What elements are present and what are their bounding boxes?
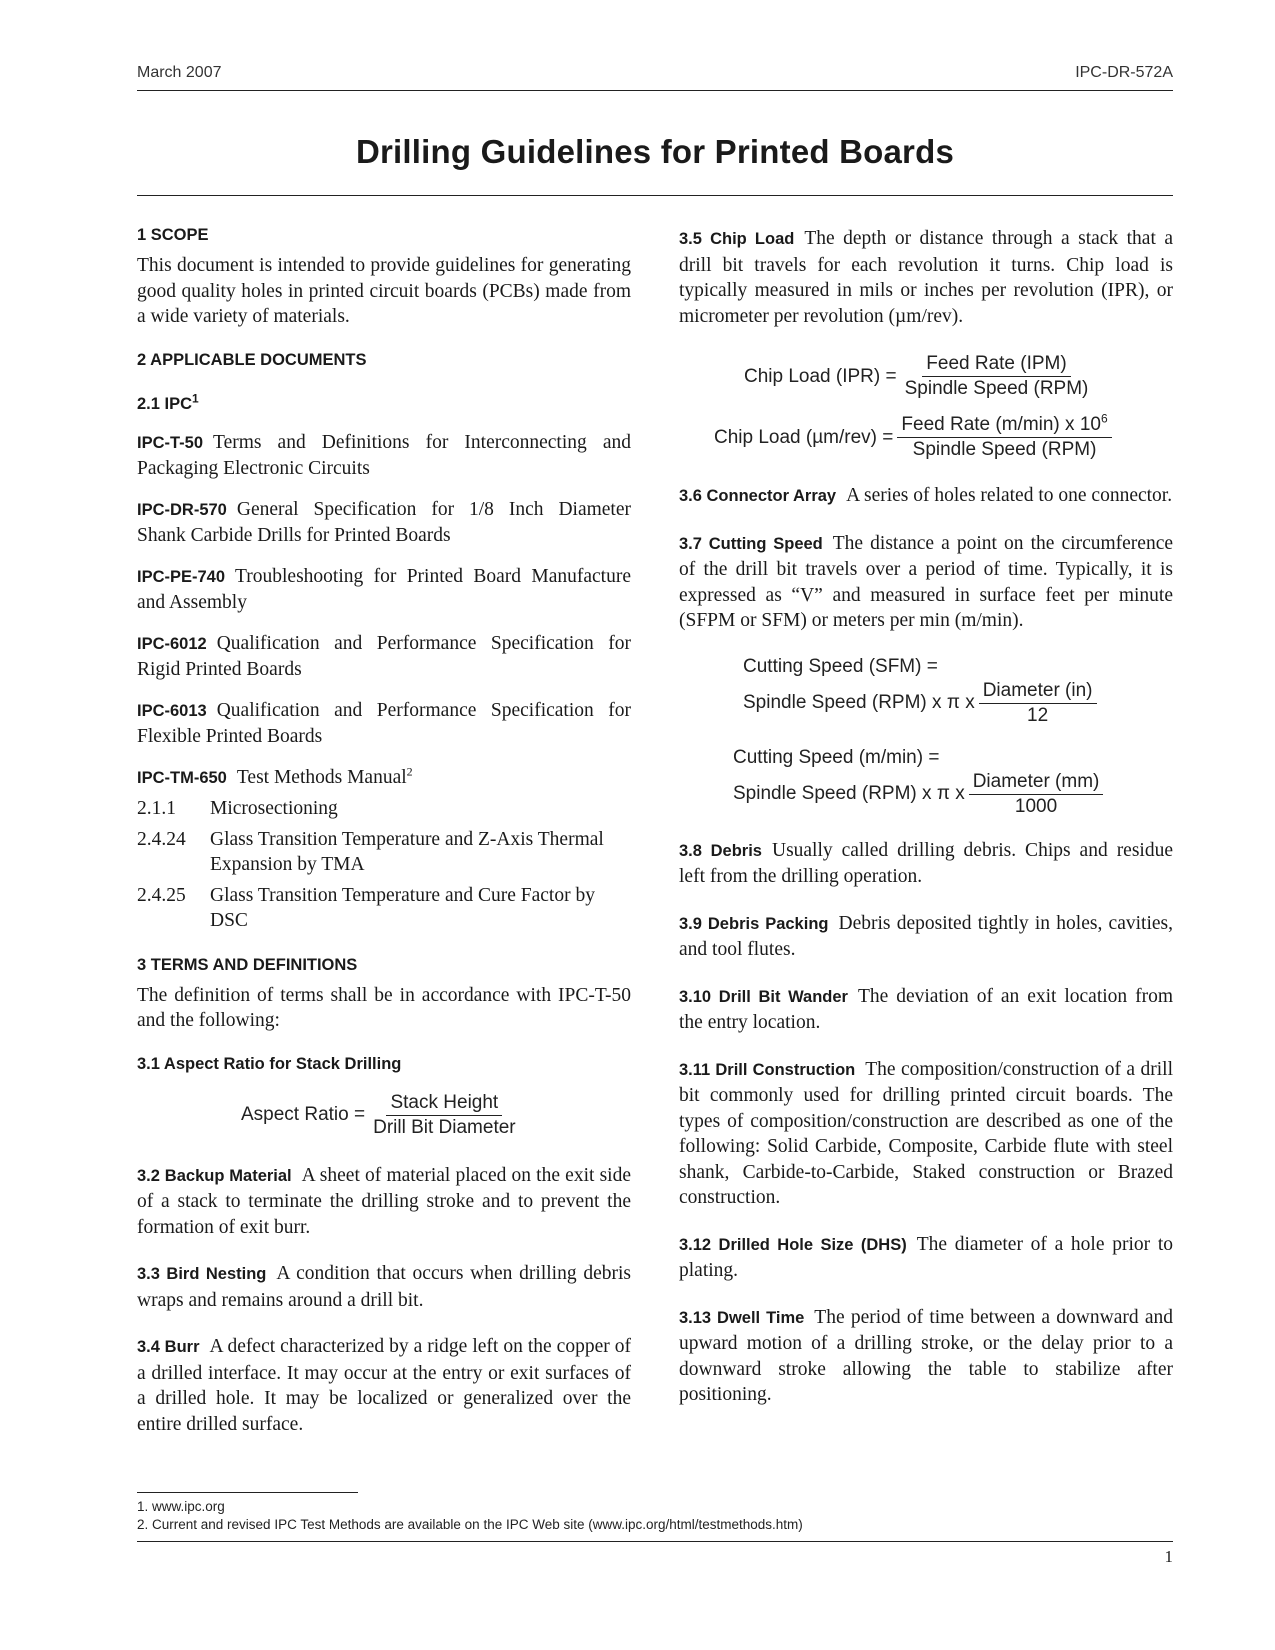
definition-label: 3.2 Backup Material (137, 1166, 292, 1185)
fraction (897, 411, 1111, 461)
definition-label: 3.7 Cutting Speed (679, 534, 823, 553)
definition-text: A sheet of material placed on the exit side of a stack to terminate the drilling stroke and to prevent the formation of exit burr. (137, 1164, 631, 1238)
tm-item (137, 796, 631, 822)
ref-title: General Specification for 1/8 Inch Diameter Shank Carbide Drills for Printed Boards (137, 498, 631, 546)
fraction (979, 680, 1097, 727)
numerator (897, 411, 1111, 438)
numerator: Diameter (in) (979, 680, 1097, 704)
title-rule (137, 195, 1173, 196)
definition-label: 3.12 Drilled Hole Size (DHS) (679, 1235, 907, 1254)
definition-label: 3.11 Drill Construction (679, 1060, 856, 1079)
document-title: Drilling Guidelines for Printed Boards (355, 133, 954, 170)
tm-item-number: 2.4.24 (137, 828, 186, 850)
fraction (369, 1092, 520, 1139)
definition-label: 3.9 Debris Packing (679, 914, 829, 933)
cutting-speed-sfm-formula (743, 656, 1173, 727)
formula-lhs: Chip Load (µm/rev) = (714, 426, 894, 448)
aspect-ratio-formula (241, 1092, 631, 1139)
formula-lhs: Spindle Speed (RPM) x π x (743, 692, 975, 713)
definition-drill-bit-wander (679, 984, 1173, 1036)
ref-title: Qualification and Performance Specification for Rigid Printed Boards (137, 632, 631, 680)
section-2-1-heading (137, 391, 631, 414)
footnote-1: 1. www.ipc.org (137, 1499, 225, 1514)
ref-ipc-6012 (137, 631, 631, 683)
definition-text: The depth or distance through a stack that a drill bit travels for each revolution it turns. Chip load is typically measured in mils or inches per revolution (IPR), or micrometer per revolution (µm/rev). (679, 228, 1173, 327)
ref-code: IPC-6012 (137, 634, 207, 653)
ref-code: IPC-T-50 (137, 433, 204, 452)
definition-chip-load (679, 226, 1173, 329)
definition-drilled-hole-size (679, 1232, 1173, 1284)
ref-ipc-pe-740 (137, 564, 631, 616)
section-3-1-heading: 3.1 Aspect Ratio for Stack Drilling (137, 1054, 402, 1073)
definition-text: The distance a point on the circumference of the drill bit travels over a period of time. Typically, it is expressed as “V” and measured in surface feet per minute (SFPM or SFM) or meters per min (m/min). (679, 532, 1173, 631)
formula-row (733, 771, 1173, 818)
fraction (901, 353, 1093, 400)
definition-burr (137, 1334, 631, 1437)
ref-title: Qualification and Performance Specification for Flexible Printed Boards (137, 699, 631, 747)
section-3-text: The definition of terms shall be in accordance with IPC-T-50 and the following: (137, 984, 631, 1031)
definition-backup-material (137, 1163, 631, 1241)
chip-load-um-formula (714, 411, 1173, 461)
definition-text: A series of holes related to one connector. (846, 485, 1173, 506)
definition-debris-packing (679, 911, 1173, 963)
tm-item-text: Glass Transition Temperature and Z-Axis Thermal Expansion by TMA (210, 828, 604, 875)
ref-ipc-tm-650 (137, 765, 631, 792)
definition-text: Usually called drilling debris. Chips and residue left from the drilling operation. (679, 839, 1173, 887)
tm-item-number: 2.4.25 (137, 884, 186, 906)
ref-title: Test Methods Manual (236, 766, 407, 788)
ref-ipc-t-50 (137, 430, 631, 482)
section-1-text: This document is intended to provide guidelines for generating good quality holes in printed circuit boards (PCBs) made from a wide variety of materials. (137, 255, 631, 327)
definition-text: Debris deposited tightly in holes, cavities, and tool flutes. (679, 912, 1173, 960)
footnote-ref-1: 1 (192, 391, 199, 405)
tm-item (137, 883, 631, 934)
footnote-ref-2: 2 (406, 764, 413, 778)
denominator: Spindle Speed (RPM) (904, 378, 1089, 399)
formula-row (743, 680, 1173, 727)
tm-item-number: 2.1.1 (137, 798, 176, 819)
fraction (969, 771, 1104, 818)
ref-title: Troubleshooting for Printed Board Manufacture and Assembly (137, 565, 631, 613)
definition-label: 3.5 Chip Load (679, 230, 795, 248)
page-number: 1 (1164, 1547, 1173, 1566)
cutting-speed-mmin-formula (733, 747, 1173, 818)
definition-text: The diameter of a hole prior to plating. (679, 1233, 1173, 1281)
definition-label: 3.6 Connector Array (679, 487, 837, 505)
ref-code: IPC-PE-740 (137, 567, 226, 586)
section-3-heading: 3 TERMS AND DEFINITIONS (137, 955, 358, 974)
ref-code: IPC-6013 (137, 701, 207, 720)
denominator: 1000 (1014, 795, 1058, 817)
section-1-heading: 1 SCOPE (137, 226, 209, 244)
definition-label: 3.13 Dwell Time (679, 1308, 805, 1327)
denominator: Drill Bit Diameter (373, 1116, 516, 1138)
left-column (137, 226, 631, 1458)
chip-load-ipr-formula (744, 353, 1173, 400)
numerator: Stack Height (386, 1092, 502, 1116)
right-column (679, 226, 1173, 1429)
definition-label: 3.3 Bird Nesting (137, 1265, 267, 1283)
ref-code: IPC-TM-650 (137, 768, 227, 787)
ref-ipc-dr-570 (137, 497, 631, 549)
definition-text: The period of time between a downward and upward motion of a drilling stroke, or the delay prior to a downward stroke allowing the table to stabilize after positioning. (679, 1306, 1173, 1405)
definition-text: A condition that occurs when drilling debris wraps and remains around a drill bit. (137, 1263, 631, 1311)
ref-code: IPC-DR-570 (137, 500, 227, 519)
footnote-2: 2. Current and revised IPC Test Methods are available on the IPC Web site (www.ipc.org/html/testmethods.htm) (137, 1517, 803, 1532)
section-2-heading: 2 APPLICABLE DOCUMENTS (137, 350, 367, 369)
numerator: Diameter (mm) (969, 771, 1104, 795)
definition-cutting-speed (679, 531, 1173, 634)
definition-bird-nesting (137, 1261, 631, 1313)
definition-text: The composition/construction of a drill bit commonly used for drilling printed circuit boards. The types of composition/construction are described as one of the following: Solid Carbide, Composite, Carbide flute with steel shank, Carbide-to-Carbide, Staked construction or Brazed construction. (679, 1058, 1173, 1208)
numerator-text: Feed Rate (m/min) x 10 (901, 414, 1101, 435)
definition-text: The deviation of an exit location from the entry location. (679, 985, 1173, 1033)
formula-lhs: Spindle Speed (RPM) x π x (733, 783, 965, 804)
footnote-rule (137, 1492, 358, 1493)
header-rule (137, 90, 1173, 91)
definition-label: 3.8 Debris (679, 841, 762, 860)
header-doc-id: IPC-DR-572A (1075, 64, 1173, 81)
definition-text: A defect characterized by a ridge left on the copper of a drilled interface. It may occur at the entry or exit surfaces of a drilled hole. It may be localized or generalized over the entire drilled surface. (137, 1336, 631, 1435)
definition-drill-construction (679, 1057, 1173, 1211)
definition-connector-array (679, 483, 1173, 510)
formula-line: Cutting Speed (m/min) = (733, 746, 940, 768)
definition-dwell-time (679, 1305, 1173, 1408)
formula-line: Cutting Speed (SFM) = (743, 655, 938, 677)
section-2-1-label: 2.1 IPC (137, 394, 193, 413)
definition-label: 3.4 Burr (137, 1338, 200, 1356)
denominator: Spindle Speed (RPM) (912, 439, 1097, 460)
tm-item-text: Glass Transition Temperature and Cure Factor by DSC (210, 884, 595, 931)
ref-title: Terms and Definitions for Interconnecting and Packaging Electronic Circuits (137, 431, 631, 479)
ref-ipc-6013 (137, 698, 631, 750)
numerator: Feed Rate (IPM) (922, 353, 1070, 377)
tm-item-text: Microsectioning (210, 798, 338, 819)
definition-label: 3.10 Drill Bit Wander (679, 987, 848, 1006)
formula-lhs: Chip Load (IPR) = (744, 365, 897, 387)
definition-debris (679, 838, 1173, 890)
footer-rule (137, 1541, 1173, 1542)
tm-item (137, 827, 631, 878)
exponent: 6 (1100, 411, 1108, 426)
formula-lhs: Aspect Ratio = (241, 1104, 366, 1125)
denominator: 12 (1027, 704, 1049, 726)
header-date: March 2007 (137, 64, 222, 81)
